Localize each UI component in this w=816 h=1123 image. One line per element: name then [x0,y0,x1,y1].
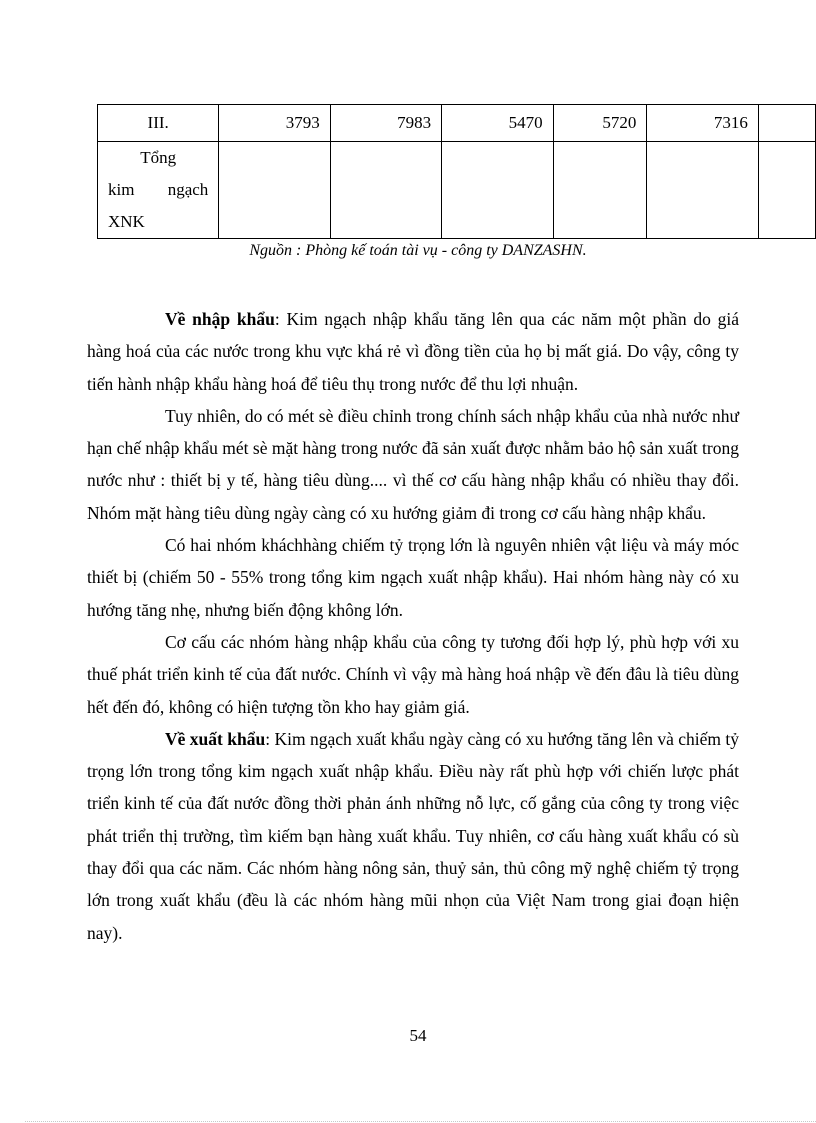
label-line-3: XNK [108,212,145,231]
source-note: Nguồn : Phòng kế toán tài vụ - công ty DANZASHN. [249,242,587,259]
paragraph: Cơ cấu các nhóm hàng nhập khẩu của công ty tương đối hợp lý, phù hợp với xu thuế phát triển kinh tế của đất nước. Chính vì vậy mà hàng hoá nhập về đến đâu là tiêu dùng hết đến đó, không có hiện tượng tồn kho hay giảm giá. [87,631,739,717]
paragraph-heading: Về xuất khẩu [165,728,266,749]
paragraph: Về nhập khẩu: Kim ngạch nhập khẩu tăng lên qua các năm một phần do giá hàng hoá của các nước trong khu vực khá rẻ vì đồng tiền của họ bị mất giá. Do vậy, công ty tiến hành nhập khẩu hàng hoá để tiêu thụ trong nước để thu lợi nhuận. [87,309,739,394]
row-index-cell: III. [98,105,219,142]
value-cell: 5470 [442,105,553,142]
value-cell: 5720 [553,105,647,142]
empty-cell [442,142,553,239]
empty-cell [219,142,330,239]
paragraph: Tuy nhiên, do có mét sè điều chỉnh trong chính sách nhập khẩu của nhà nước như hạn chế nhập khẩu mét sè mặt hàng trong nước đã sản xuất được nhằm bảo hộ sản xuất trong nước như : thiết bị y tế, hàng tiêu dùng.... vì thế cơ cấu hàng nhập khẩu có nhiều thay đổi. Nhóm mặt hàng tiêu dùng ngày càng có xu hướng giảm đi trong cơ cấu hàng nhập khẩu. [87,405,739,523]
value-cell: 3793 [219,105,330,142]
value-cell: 7983 [330,105,441,142]
empty-cell [553,142,647,239]
label-line-1: Tổng [140,148,177,167]
page-bottom-divider [25,1121,816,1122]
label-line-2: kim ngạch [108,180,209,199]
page-number: 54 [409,1026,427,1045]
body-text [87,303,739,949]
empty-cell [330,142,441,239]
trade-table [97,104,816,239]
paragraph: Có hai nhóm kháchhàng chiếm tỷ trọng lớn là nguyên nhiên vật liệu và máy móc thiết bị (chiếm 50 - 55% trong tổng kim ngạch xuất nhập khẩu). Hai nhóm hàng này có xu hướng tăng nhẹ, nhưng biến động không lớn. [87,535,739,620]
paragraph-heading: Về nhập khẩu [165,309,275,329]
table-row-label [98,142,816,239]
paragraph: Về xuất khẩu: Kim ngạch xuất khẩu ngày càng có xu hướng tăng lên và chiếm tỷ trọng lớn trong tổng kim ngạch xuất nhập khẩu. Điều này rất phù hợp với chiến lược phát triển kinh tế của đất nước đồng thời phản ánh những nỗ lực, cố gắng của công ty trong việc phát triển thị trường, tìm kiếm bạn hàng xuất khẩu. Tuy nhiên, cơ cấu hàng xuất khẩu có sù thay đổi qua các năm. Các nhóm hàng nông sản, thuỷ sản, thủ công mỹ nghệ chiếm tỷ trọng lớn trong xuất khẩu (đều là các nhóm hàng mũi nhọn của Việt Nam trong giai đoạn hiện nay). [87,728,739,943]
value-cell: 7316 [647,105,758,142]
table-row-total [98,105,816,142]
row-label-cell [98,142,219,239]
value-cell [758,105,815,142]
empty-cell [758,142,815,239]
empty-cell [647,142,758,239]
